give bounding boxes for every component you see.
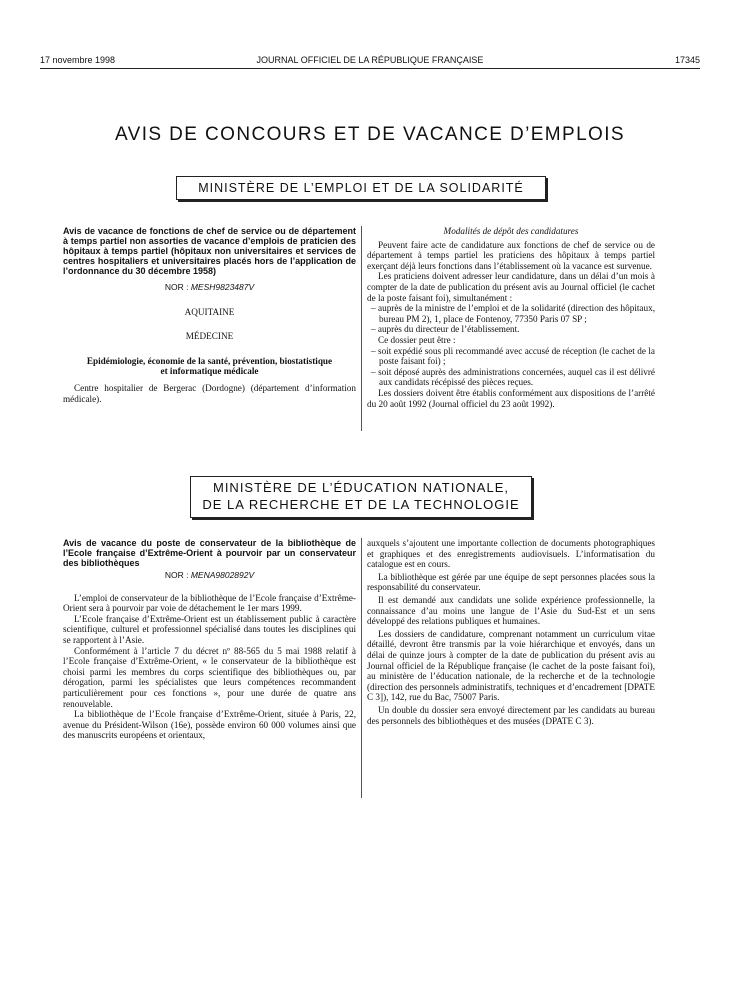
- notice1-right-column: [367, 226, 655, 409]
- notice1-nor: [63, 282, 356, 293]
- notice2-paragraph: L’emploi de conservateur de la bibliothèque de l’Ecole française d’Extrême-Orient sera à pourvoir par voie de détachement le 1er mars 1999.: [63, 592, 356, 614]
- notice1-paragraph: Les dossiers doivent être établis conformément aux dispositions de l’arrêté du 20 août 1992 (Journal officiel du 23 août 1992).: [367, 387, 655, 409]
- notice1-paragraph: Ce dossier peut être :: [378, 334, 456, 345]
- notice2-paragraph: La bibliothèque est gérée par une équipe de sept personnes placées sous la responsabilité du conservateur.: [367, 571, 655, 593]
- notice2-paragraph: auxquels s’ajoutent une importante collection de documents photographiques et graphiques et des enregistrements audiovisuels. L’informatisation du catalogue est en cours.: [367, 538, 655, 570]
- nor-code: MESH9823487V: [190, 282, 255, 292]
- page-header: [40, 55, 700, 69]
- notice1-specialty: Epidémiologie, économie de la santé, prévention, biostatistique et informatique médicale: [86, 355, 333, 377]
- notice2-paragraph: Il est demandé aux candidats une solide expérience professionnelle, la connaissance d’au moins une langue de l’Asie du Sud-Est et un sens développé des relations publiques et humaines.: [367, 594, 655, 627]
- header-page-number: 17345: [674, 55, 700, 65]
- nor-code: MENA9802892V: [190, 570, 255, 580]
- notice1-bullet: – soit déposé auprès des administrations concernées, auquel cas il est délivré aux candidats récépissé des pièces reçues.: [371, 366, 655, 388]
- notice1-region: AQUITAINE: [184, 306, 235, 317]
- ministry-title: MINISTÈRE DE L’EMPLOI ET DE LA SOLIDARITÉ: [198, 181, 524, 195]
- notice2-left-column: [63, 538, 356, 741]
- notice1-title: Avis de vacance de fonctions de chef de service ou de département à temps partiel non assorties de vacance d’emplois de praticien des hôpitaux à temps partiel (hôpitaux non universitaires et services de centres hospitaliers et universitaires placés hors de l’application de l’ordonnance du 30 décembre 1958): [63, 226, 356, 276]
- notice2-title: Avis de vacance du poste de conservateur de la bibliothèque de l’Ecole française d’Extrême-Orient à pourvoir par un conservateur des bibliothèques: [63, 538, 356, 568]
- notice1-discipline: MÉDECINE: [185, 331, 234, 342]
- column-divider: [361, 226, 362, 431]
- header-date: 17 novembre 1998: [40, 55, 116, 65]
- notice1-location: Centre hospitalier de Bergerac (Dordogne) (département d’information médicale).: [63, 382, 356, 404]
- ministry-box-emploi: [176, 176, 546, 200]
- header-journal-name: JOURNAL OFFICIEL DE LA RÉPUBLIQUE FRANÇAISE: [256, 55, 484, 65]
- nor-label: NOR :: [164, 570, 189, 580]
- notice1-paragraph: Peuvent faire acte de candidature aux fonctions de chef de service ou de département à temps partiel les praticiens des hôpitaux à temps partiel exerçant déjà leurs fonctions dans l’établissement où la vacance est survenue.: [367, 239, 655, 271]
- notice2-right-column: [367, 538, 655, 726]
- notice2-nor: [63, 570, 356, 581]
- ministry-box-education: [190, 476, 532, 518]
- notice1-bullet: – soit expédié sous pli recommandé avec accusé de réception (le cachet de la poste faisant foi) ;: [371, 345, 655, 367]
- notice1-left-column: [63, 226, 356, 404]
- main-title: AVIS DE CONCOURS ET DE VACANCE D’EMPLOIS: [115, 124, 625, 145]
- column-divider: [361, 538, 362, 798]
- ministry-title-line: MINISTÈRE DE L’ÉDUCATION NATIONALE,: [212, 480, 509, 495]
- notice2-paragraph: Conformément à l’article 7 du décret nº 88-565 du 5 mai 1988 relatif à l’Ecole française d’Extrême-Orient, « le conservateur de la bibliothèque est choisi parmi les membres du corps scientifique des bibliothèques ou, par dérogation, parmi les spécialistes que leurs compétences recommandent particulièrement pour ces fonctions », pour une durée de quatre ans renouvelable.: [63, 645, 356, 709]
- modalites-title: Modalités de dépôt des candidatures: [443, 226, 579, 236]
- header-rule: [40, 68, 700, 69]
- ministry-title-line: DE LA RECHERCHE ET DE LA TECHNOLOGIE: [202, 497, 520, 512]
- notice2-paragraph: L’Ecole française d’Extrême-Orient est un établissement public à caractère scientifique, culturel et professionnel spécialisé dans toutes les disciplines qui se rapportent à l’Asie.: [63, 613, 356, 645]
- notice1-bullet: – auprès de la ministre de l’emploi et de la solidarité (direction des hôpitaux, bureau PM 2), 1, place de Fontenoy, 77350 Paris 07 SP ;: [371, 303, 655, 324]
- notice1-paragraph: Les praticiens doivent adresser leur candidature, dans un délai d’un mois à compter de la date de publication du présent avis au Journal officiel (le cachet de la poste faisant foi), simultanément :: [367, 271, 655, 303]
- notice2-paragraph: Les dossiers de candidature, comprenant notamment un curriculum vitae détaillé, devront être transmis par la voie hiérarchique et envoyés, dans un délai de quinze jours à compter de la date de publication du présent avis au Journal officiel de la République française (le cachet de la poste faisant foi), au ministère de l’éducation nationale, de la recherche et de la technologie (direction des personnels administratifs, techniques et d’encadrement [DPATE C 3]), 142, rue du Bac, 75007 Paris.: [367, 628, 655, 703]
- notice2-paragraph: La bibliothèque de l’Ecole française d’Extrême-Orient, située à Paris, 22, avenue du Président-Wilson (16e), possède environ 60 000 volumes ainsi que des manuscrits européens et orientaux,: [63, 709, 356, 741]
- notice2-paragraph: Un double du dossier sera envoyé directement par les candidats au bureau des personnels des bibliothèques et des musées (DPATE C 3).: [367, 704, 655, 726]
- nor-label: NOR :: [164, 282, 189, 292]
- notice1-bullet: – auprès du directeur de l’établissement.: [371, 324, 520, 335]
